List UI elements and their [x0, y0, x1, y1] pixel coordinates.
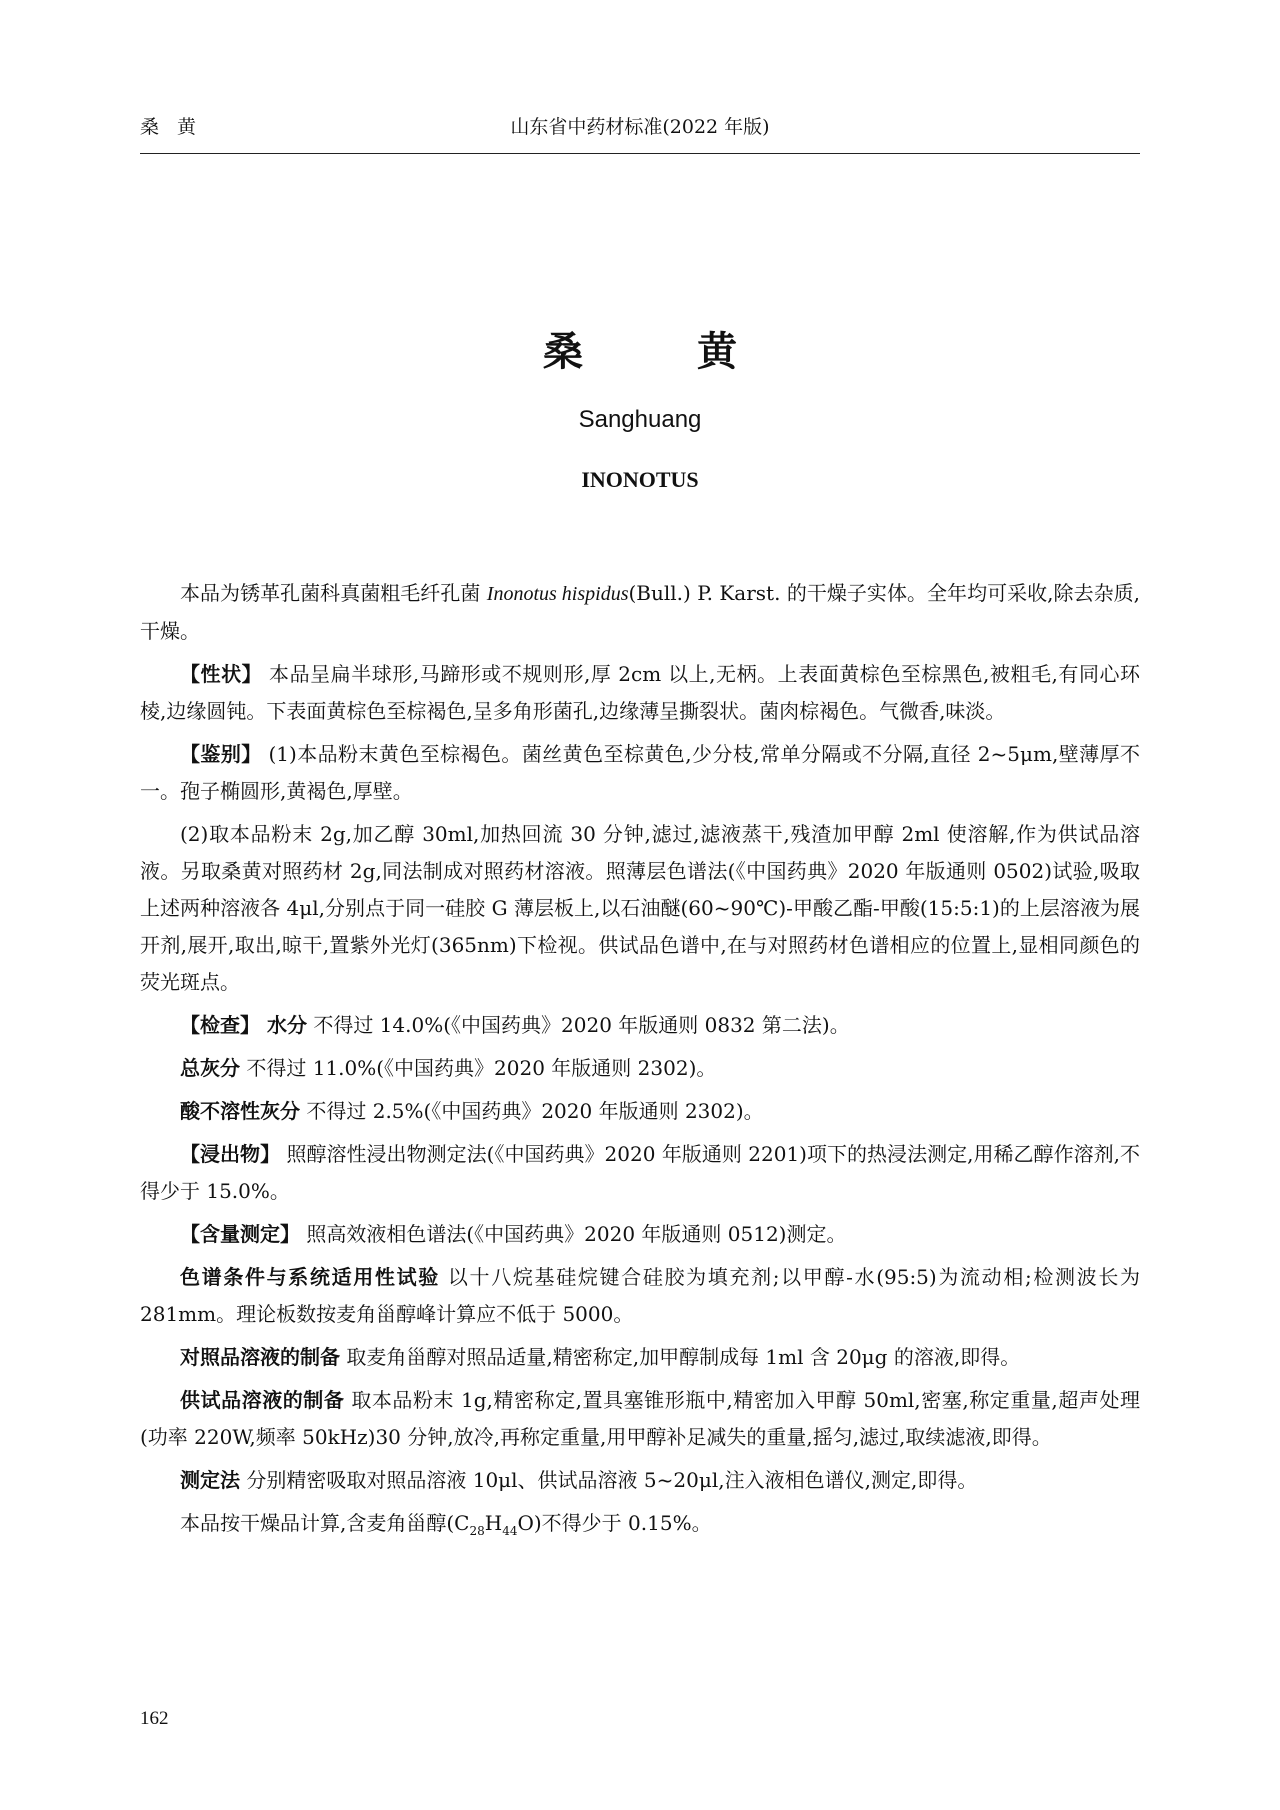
- subsection-test-solution: [140, 1382, 1140, 1456]
- latin-name: INONOTUS: [581, 467, 699, 492]
- intro-paragraph: [140, 575, 1140, 650]
- monograph-body: [140, 575, 1140, 1548]
- limit-text: 本品按干燥品计算,含麦角甾醇(C: [180, 1511, 470, 1535]
- section-key: 【含量测定】: [180, 1222, 300, 1246]
- page-number: 162: [140, 1708, 169, 1729]
- subsection-key: 对照品溶液的制备: [180, 1345, 340, 1369]
- section-text: 以十八烷基硅烷键合硅胶为填充剂;以甲醇-水(95:5)为流动相;检测波长为 281mm。理论板数按麦角甾醇峰计算应不低于 5000。: [140, 1265, 1141, 1326]
- subsection-key: 色谱条件与系统适用性试验: [180, 1265, 440, 1289]
- section-key: 【浸出物】: [180, 1142, 281, 1166]
- formula-element: H: [484, 1511, 503, 1535]
- section-text: 取麦角甾醇对照品适量,精密称定,加甲醇制成每 1ml 含 20μg 的溶液,即得。: [340, 1345, 1021, 1369]
- pinyin-name: Sanghuang: [578, 406, 702, 433]
- subsection-reference-solution: [140, 1339, 1140, 1376]
- formula-subscript: 28: [469, 1524, 485, 1538]
- section-text: 本品呈扁半球形,马蹄形或不规则形,厚 2cm 以上,无柄。上表面黄棕色至棕黑色,被粗毛,有同心环棱,边缘圆钝。下表面黄棕色至棕褐色,呈多角形菌孔,边缘薄呈撕裂状。菌肉棕褐色。气微香,味淡。: [140, 662, 1141, 723]
- header-drug-name: 桑黄: [140, 116, 215, 138]
- formula-subscript: 44: [502, 1524, 518, 1538]
- intro-text: 本品为锈革孔菌科真菌粗毛纤孔菌: [180, 581, 487, 605]
- subsection-key: 酸不溶性灰分: [180, 1099, 300, 1123]
- subsection-key: 供试品溶液的制备: [180, 1388, 345, 1412]
- section-key: 【性状】: [180, 662, 263, 686]
- subsection-key: 水分: [260, 1013, 307, 1037]
- subsection-chromatography: [140, 1259, 1140, 1333]
- section-identification-2: (2)取本品粉末 2g,加乙醇 30ml,加热回流 30 分钟,滤过,滤液蒸干,残渣加甲醇 2ml 使溶解,作为供试品溶液。另取桑黄对照药材 2g,同法制成对照药材溶液。照薄层色谱法(《中国药典》2020 年版通则 0502)试验,吸取上述两种溶液各 4μl,分别点于同一硅胶 G 薄层板上,以石油醚(60~90℃)-甲酸乙酯-甲酸(15:5:1)的上层溶液为展开剂,展开,取出,晾干,置紫外光灯(365nm)下检视。供试品色谱中,在与对照药材色谱相应的位置上,显相同颜色的荧光斑点。: [140, 822, 1140, 994]
- section-identification: [140, 736, 1140, 810]
- section-inspection: [140, 1007, 1140, 1044]
- intro-text-end: (Bull.) P. Karst. 的干燥子实体。全年均可采收,除去杂质,干燥。: [140, 581, 1141, 643]
- section-text: 照醇溶性浸出物测定法(《中国药典》2020 年版通则 2201)项下的热浸法测定,用稀乙醇作溶剂,不得少于 15.0%。: [140, 1142, 1140, 1203]
- running-header: [140, 112, 1140, 152]
- section-text: 取本品粉末 1g,精密称定,置具塞锥形瓶中,精密加入甲醇 50ml,密塞,称定重量,超声处理(功率 220W,频率 50kHz)30 分钟,放冷,再称定重量,用甲醇补足减失的重量,摇匀,滤过,取续滤液,即得。: [140, 1388, 1140, 1449]
- assay-limit: [140, 1505, 1140, 1542]
- subsection-procedure: [140, 1462, 1140, 1499]
- subsection-key: 总灰分: [180, 1056, 240, 1080]
- section-assay: [140, 1216, 1140, 1253]
- section-key: 【鉴别】: [180, 742, 262, 766]
- species-name: Inonotus hispidus: [486, 583, 629, 605]
- section-text: 不得过 2.5%(《中国药典》2020 年版通则 2302)。: [300, 1099, 764, 1123]
- subsection-total-ash: [140, 1050, 1140, 1087]
- section-extractives: [140, 1136, 1140, 1210]
- limit-text-end: O)不得少于 0.15%。: [517, 1511, 712, 1535]
- subsection-acid-insoluble-ash: [140, 1093, 1140, 1130]
- section-key: 【检查】: [180, 1013, 260, 1037]
- subsection-key: 测定法: [180, 1468, 240, 1492]
- monograph-title: 桑 黄: [543, 329, 787, 375]
- section-text: 照高效液相色谱法(《中国药典》2020 年版通则 0512)测定。: [300, 1222, 847, 1246]
- section-text: 不得过 14.0%(《中国药典》2020 年版通则 0832 第二法)。: [306, 1013, 850, 1037]
- section-text: 分别精密吸取对照品溶液 10μl、供试品溶液 5~20μl,注入液相色谱仪,测定,即得。: [240, 1468, 978, 1492]
- header-rule: [140, 153, 1140, 154]
- section-text: 不得过 11.0%(《中国药典》2020 年版通则 2302)。: [240, 1056, 717, 1080]
- section-text: (1)本品粉末黄色至棕褐色。菌丝黄色至棕黄色,少分枝,常单分隔或不分隔,直径 2~5μm,壁薄厚不一。孢子椭圆形,黄褐色,厚壁。: [140, 742, 1140, 803]
- section-description: [140, 656, 1140, 730]
- header-book-title: 山东省中药材标准(2022 年版): [510, 116, 770, 138]
